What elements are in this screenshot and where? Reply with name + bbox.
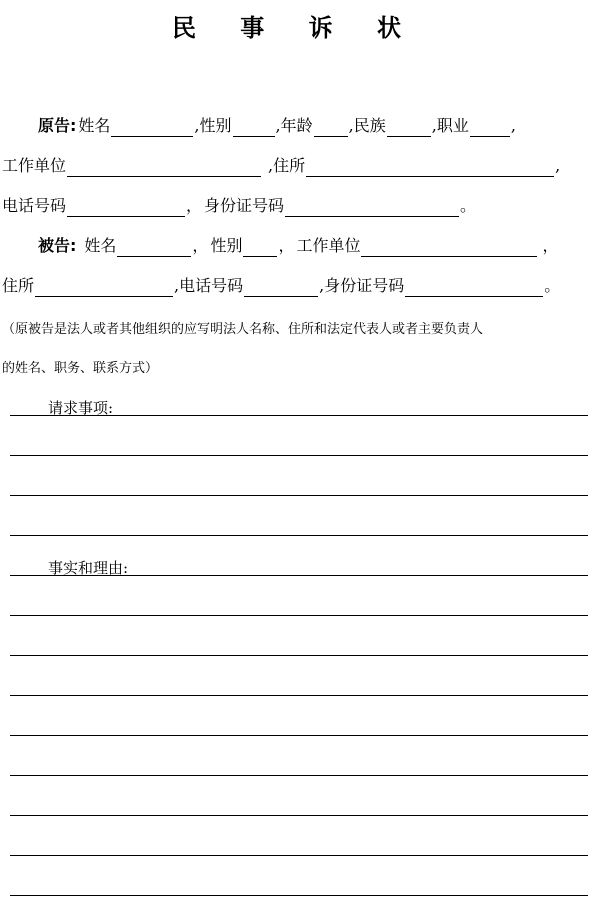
- defendant-id-label: 身份证号码: [324, 276, 405, 295]
- plaintiff-gender-label: 性别: [199, 116, 232, 135]
- comma-cn: ，: [542, 236, 559, 255]
- defendant-workplace-field[interactable]: [361, 240, 537, 257]
- period: 。: [460, 196, 477, 215]
- defendant-name-label: 姓名: [84, 236, 117, 255]
- comma: ,: [555, 156, 561, 175]
- plaintiff-address-label: 住所: [273, 156, 306, 175]
- plaintiff-line-3: [2, 195, 476, 217]
- comma: ,: [268, 156, 274, 175]
- plaintiff-ethnicity-label: 民族: [353, 116, 386, 135]
- facts-line-5[interactable]: [10, 735, 588, 736]
- comma-cn: ，: [186, 196, 203, 215]
- facts-label: 事实和理由:: [48, 559, 129, 577]
- defendant-gender-field[interactable]: [243, 240, 277, 257]
- note-line-2: 的姓名、职务、联系方式）: [2, 361, 159, 376]
- comma: ,: [510, 116, 516, 135]
- plaintiff-id-field[interactable]: [285, 200, 459, 217]
- defendant-label: 被告:: [38, 236, 77, 255]
- plaintiff-age-label: 年龄: [280, 116, 313, 135]
- comma-cn: ，: [192, 236, 209, 255]
- document-title: 民 事 诉 状: [171, 14, 420, 42]
- facts-line-7[interactable]: [10, 815, 588, 816]
- plaintiff-ethnicity-field[interactable]: [387, 120, 431, 137]
- claims-line-4[interactable]: [10, 535, 588, 536]
- plaintiff-occupation-label: 职业: [436, 116, 469, 135]
- plaintiff-line-2: [2, 155, 560, 177]
- defendant-id-field[interactable]: [405, 280, 543, 297]
- plaintiff-gender-field[interactable]: [233, 120, 275, 137]
- defendant-line-2: [2, 275, 560, 297]
- facts-line-2[interactable]: [10, 615, 588, 616]
- claims-line-1[interactable]: [10, 415, 588, 416]
- plaintiff-id-label: 身份证号码: [204, 196, 285, 215]
- comma: ,: [431, 116, 437, 135]
- defendant-address-field[interactable]: [35, 280, 173, 297]
- claims-label: 请求事项:: [48, 399, 114, 417]
- plaintiff-label: 原告:: [38, 116, 77, 135]
- comma: ,: [174, 276, 180, 295]
- comma: ,: [275, 116, 281, 135]
- plaintiff-workplace-field[interactable]: [67, 160, 261, 177]
- period: 。: [544, 276, 561, 295]
- defendant-workplace-label: 工作单位: [296, 236, 361, 255]
- comma: ,: [194, 116, 200, 135]
- plaintiff-workplace-label: 工作单位: [2, 156, 67, 175]
- defendant-line-1: [38, 235, 559, 257]
- plaintiff-line-1: [38, 115, 516, 137]
- facts-line-9[interactable]: [10, 895, 588, 896]
- defendant-phone-label: 电话号码: [179, 276, 244, 295]
- note-line-1: （原被告是法人或者其他组织的应写明法人名称、住所和法定代表人或者主要负责人: [2, 322, 484, 337]
- plaintiff-phone-label: 电话号码: [2, 196, 67, 215]
- plaintiff-phone-field[interactable]: [67, 200, 185, 217]
- claims-line-2[interactable]: [10, 455, 588, 456]
- plaintiff-occupation-field[interactable]: [470, 120, 510, 137]
- comma: ,: [319, 276, 325, 295]
- facts-line-8[interactable]: [10, 855, 588, 856]
- facts-line-3[interactable]: [10, 655, 588, 656]
- defendant-name-field[interactable]: [117, 240, 191, 257]
- facts-line-4[interactable]: [10, 695, 588, 696]
- facts-line-6[interactable]: [10, 775, 588, 776]
- defendant-address-label: 住所: [2, 276, 35, 295]
- plaintiff-age-field[interactable]: [314, 120, 348, 137]
- comma-cn: ，: [278, 236, 295, 255]
- plaintiff-name-field[interactable]: [111, 120, 193, 137]
- plaintiff-address-field[interactable]: [306, 160, 554, 177]
- defendant-gender-label: 性别: [210, 236, 243, 255]
- defendant-phone-field[interactable]: [244, 280, 318, 297]
- comma: ,: [348, 116, 354, 135]
- facts-line-1[interactable]: [10, 575, 588, 576]
- claims-line-3[interactable]: [10, 495, 588, 496]
- plaintiff-name-label: 姓名: [78, 116, 111, 135]
